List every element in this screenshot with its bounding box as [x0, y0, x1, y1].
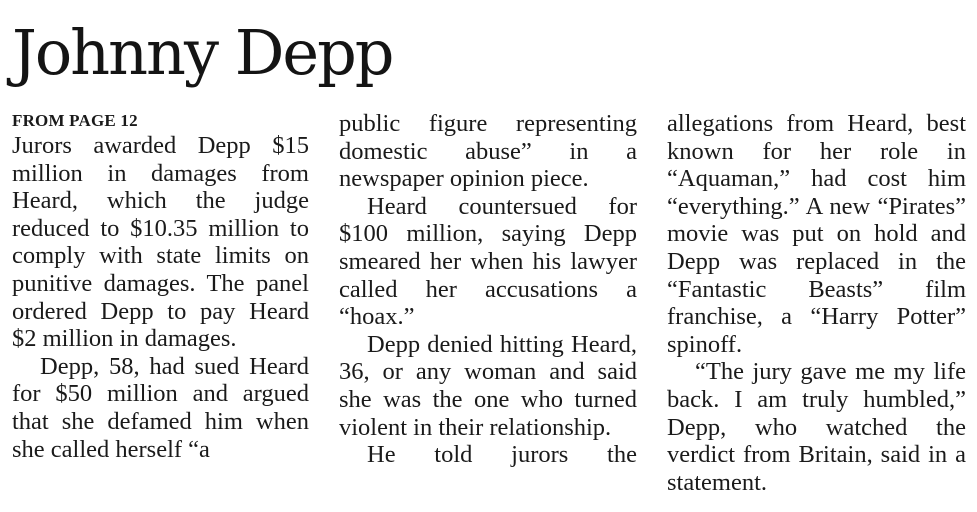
paragraph: allegations from Heard, best known for her role in “Aquaman,” had cost him “everything.” A new “Pirates” movie was put on hold and Depp was replaced in the “Fantastic Beasts” film franchise, a “Harry Potter” spinoff.: [667, 110, 966, 358]
paragraph: He told jurors the: [367, 441, 637, 469]
paragraph: “The jury gave me my life back. I am truly humbled,” Depp, who watched the verdict from Britain, said in a statement.: [667, 358, 966, 496]
paragraph: public figure representing domestic abuse” in a newspaper opinion piece.: [339, 110, 637, 193]
article-column-2: [339, 110, 637, 469]
article-column-1: [12, 110, 309, 463]
continued-from-label: FROM PAGE 12: [12, 111, 138, 130]
headline: Johnny Depp: [12, 16, 393, 89]
paragraph: Depp denied hitting Heard, 36, or any woman and said she was the one who turned violent in their relationship.: [339, 330, 637, 441]
paragraph: Depp, 58, had sued Heard for $50 million and argued that she defamed him when she called herself “a: [12, 352, 309, 463]
paragraph: Heard countersued for $100 million, saying Depp smeared her when his lawyer called her accusations a “hoax.”: [339, 192, 637, 331]
paragraph: Jurors awarded Depp $15 million in damages from Heard, which the judge reduced to $10.35 million to comply with state limits on punitive damages. The panel ordered Depp to pay Heard $2 million in damages.: [12, 132, 309, 353]
article-column-3: [667, 110, 966, 496]
